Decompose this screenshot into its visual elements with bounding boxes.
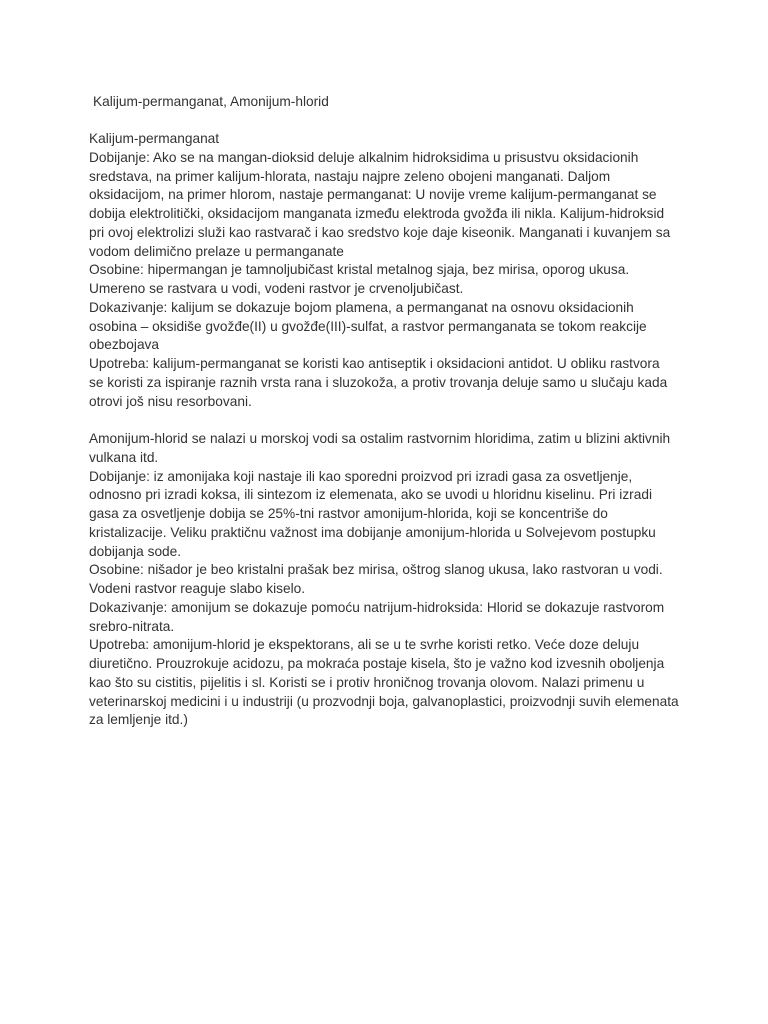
text-line: se koristi za ispiranje raznih vrsta rana i sluzokoža, a protiv trovanja deluje samo u slučaju kada bbox=[89, 374, 668, 390]
blank-line bbox=[89, 411, 729, 430]
text-line: gasa za osvetljenje dobija se 25%-tni rastvor amonijum-hlorida, koji se koncentriše do bbox=[89, 506, 608, 522]
section-amonijum-hlorid bbox=[89, 430, 729, 730]
text-line: sredstava, na primer kalijum-hlorata, nastaju najpre zeleno obojeni manganati. Daljom bbox=[89, 168, 611, 184]
text-line: za lemljenje itd.) bbox=[89, 712, 188, 728]
text-line: Upotreba: amonijum-hlorid je ekspektorans, ali se u te svrhe koristi retko. Veće doze deluju bbox=[89, 637, 640, 653]
document-page bbox=[89, 93, 729, 731]
text-line: Dokazivanje: amonijum se dokazuje pomoću natrijum-hidroksida: Hlorid se dokazuje rastvorom bbox=[89, 599, 665, 615]
text-line: Vodeni rastvor reaguje slabo kiselo. bbox=[89, 581, 306, 597]
text-line: obezbojava bbox=[89, 337, 160, 353]
text-line: srebro-nitrata. bbox=[89, 618, 175, 634]
text-line: dobija elektrolitički, oksidacijom manganata između elektroda gvožđa ili nikla. Kalijum-hidroksid bbox=[89, 206, 665, 222]
text-line: kristalizacije. Veliku praktičnu važnost ima dobijanje amonijum-hlorida u Solvejevom postupku bbox=[89, 524, 656, 540]
text-line: Umereno se rastvara u vodi, vodeni rastvor je crvenoljubičast. bbox=[89, 281, 464, 297]
text-line: otrovi još nisu resorbovani. bbox=[89, 393, 252, 409]
section-heading: Kalijum-permanganat bbox=[89, 131, 220, 147]
text-line: kao što su cistitis, pijelitis i sl. Koristi se i protiv hroničnog trovanja olovom. Nalazi primenu u bbox=[89, 674, 645, 690]
text-line: veterinarskoj medicini i u industriji (u prozvodnji boja, galvanoplastici, proizvodnji suvih elemenata bbox=[89, 693, 679, 709]
text-line: odnosno pri izradi koksa, ili sintezom iz elemenata, ako se uvodi u hloridnu kiselinu. Pri izradi bbox=[89, 487, 652, 503]
text-line: diuretično. Prouzrokuje acidozu, pa mokraća postaje kisela, što je važno kod izvesnih oboljenja bbox=[89, 656, 665, 672]
text-line: pri ovoj elektrolizi služi kao rastvarač i kao sredstvo koje daje kiseonik. Manganati i kuvanjem sa bbox=[89, 224, 671, 240]
text-line: Amonijum-hlorid se nalazi u morskoj vodi sa ostalim rastvornim hloridima, zatim u blizini aktivnih bbox=[89, 431, 671, 447]
text-line: vodom delimično prelaze u permanganate bbox=[89, 243, 344, 259]
text-line: Dobijanje: iz amonijaka koji nastaje ili kao sporedni proizvod pri izradi gasa za osvetljenje, bbox=[89, 468, 633, 484]
text-line: Dobijanje: Ako se na mangan-dioksid deluje alkalnim hidroksidima u prisustvu oksidacionih bbox=[89, 149, 639, 165]
text-line: dobijanja sode. bbox=[89, 543, 182, 559]
text-line: Osobine: hipermangan je tamnoljubičast kristal metalnog sjaja, bez mirisa, oporog ukusa. bbox=[89, 262, 630, 278]
text-line: osobina – oksidiše gvožđe(II) u gvožđe(III)-sulfat, a rastvor permanganata se tokom reakcije bbox=[89, 318, 647, 334]
text-line: Osobine: nišador je beo kristalni prašak bez mirisa, oštrog slanog ukusa, lako rastvoran u vodi. bbox=[89, 562, 663, 578]
text-line: Upotreba: kalijum-permanganat se koristi kao antiseptik i oksidacioni antidot. U obliku rastvora bbox=[89, 356, 660, 372]
blank-line bbox=[89, 111, 729, 130]
section-kalijum-permanganat bbox=[89, 130, 729, 411]
text-line: oksidacijom, na primer hlorom, nastaje permanganat: U novije vreme kalijum-permanganat se bbox=[89, 187, 657, 203]
text-line: vulkana itd. bbox=[89, 449, 159, 465]
document-title: Kalijum-permanganat, Amonijum-hlorid bbox=[93, 93, 329, 109]
text-line: Dokazivanje: kalijum se dokazuje bojom plamena, a permanganat na osnovu oksidacionih bbox=[89, 299, 634, 315]
